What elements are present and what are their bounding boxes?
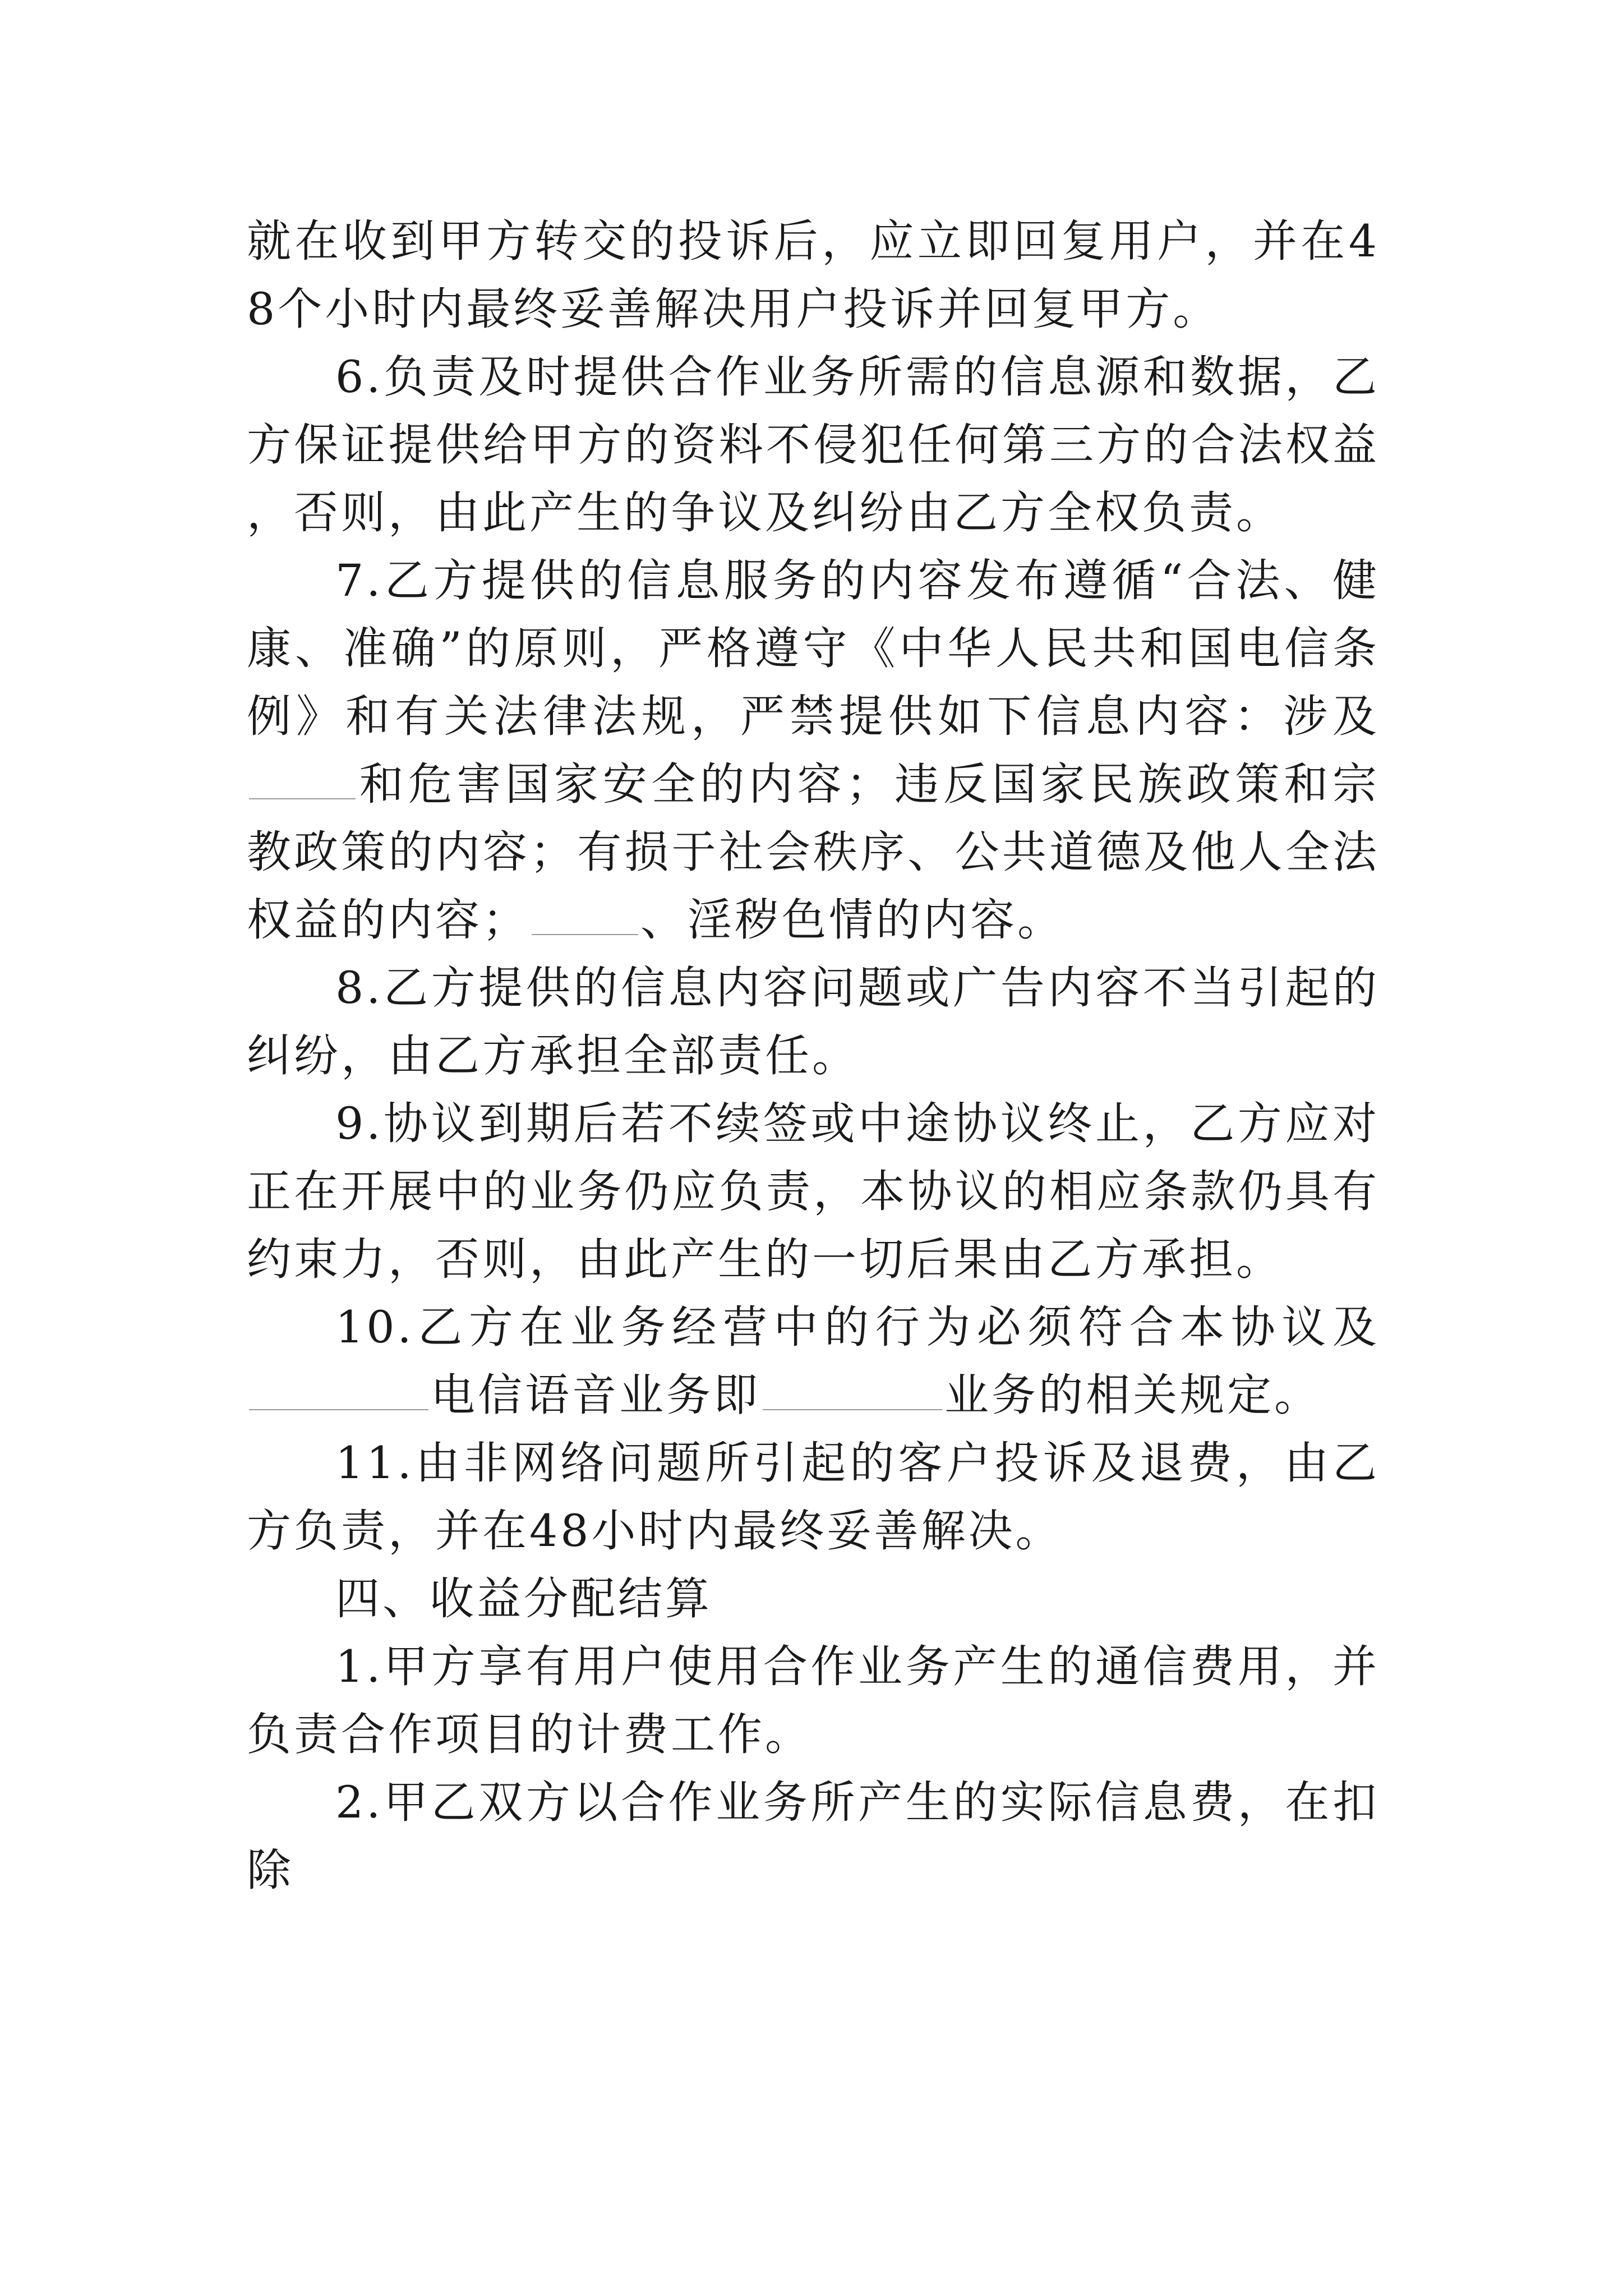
paragraph-item-10-text-3: 业务的相关规定。 [944, 1369, 1321, 1421]
paragraph-revenue-item-1: 1.甲方享有用户使用合作业务产生的通信费用，并负责合作项目的计费工作。 [247, 1641, 1380, 1760]
paragraph-item-7 [247, 547, 1380, 954]
blank-fill-line [249, 1370, 428, 1410]
paragraph-item-6: 6.负责及时提供合作业务所需的信息源和数据，乙方保证提供给甲方的资料不侵犯任何第三方的合法权益，否则，由此产生的争议及纠纷由乙方全权负责。 [247, 351, 1380, 539]
paragraph-item-7-text-3: 、淫秽色情的内容。 [640, 894, 1064, 946]
paragraph-item-11: 11.由非网络问题所引起的客户投诉及退费，由乙方负责，并在48小时内最终妥善解决。 [247, 1437, 1380, 1557]
paragraph-item-10-text-2: 电信语音业务即 [431, 1369, 760, 1421]
blank-fill-line [532, 895, 638, 935]
paragraph-item-10-text-1: 10.乙方在业务经营中的行为必须符合本协议及 [335, 1301, 1380, 1353]
paragraph-continuation: 就在收到甲方转交的投诉后，应立即回复用户，并在48个小时内最终妥善解决用户投诉并回复甲方。 [247, 215, 1380, 335]
paragraph-item-9: 9.协议到期后若不续签或中途协议终止，乙方应对正在开展中的业务仍应负责，本协议的相应条款仍具有约束力，否则，由此产生的一切后果由乙方承担。 [247, 1098, 1380, 1285]
blank-fill-line [763, 1370, 942, 1410]
paragraph-item-10 [247, 1294, 1380, 1429]
paragraph-item-7-text-2: 和危害国家安全的内容；违反国家民族政策和宗教政策的内容；有损于社会秩序、公共道德及他人全法权益的内容； [247, 758, 1380, 946]
paragraph-revenue-item-2: 2.甲乙双方以合作业务所产生的实际信息费，在扣除 [247, 1777, 1380, 1896]
paragraph-item-7-text-1: 7.乙方提供的信息服务的内容发布遵循“合法、健康、准确”的原则，严格遵守《中华人民共和国电信条例》和有关法律法规，严禁提供如下信息内容：涉及 [247, 555, 1380, 742]
document-body [247, 208, 1380, 1904]
paragraph-item-8: 8.乙方提供的信息内容问题或广告内容不当引起的纠纷，由乙方承担全部责任。 [247, 962, 1380, 1082]
blank-fill-line [249, 759, 356, 799]
section-heading-revenue: 四、收益分配结算 [335, 1573, 712, 1625]
